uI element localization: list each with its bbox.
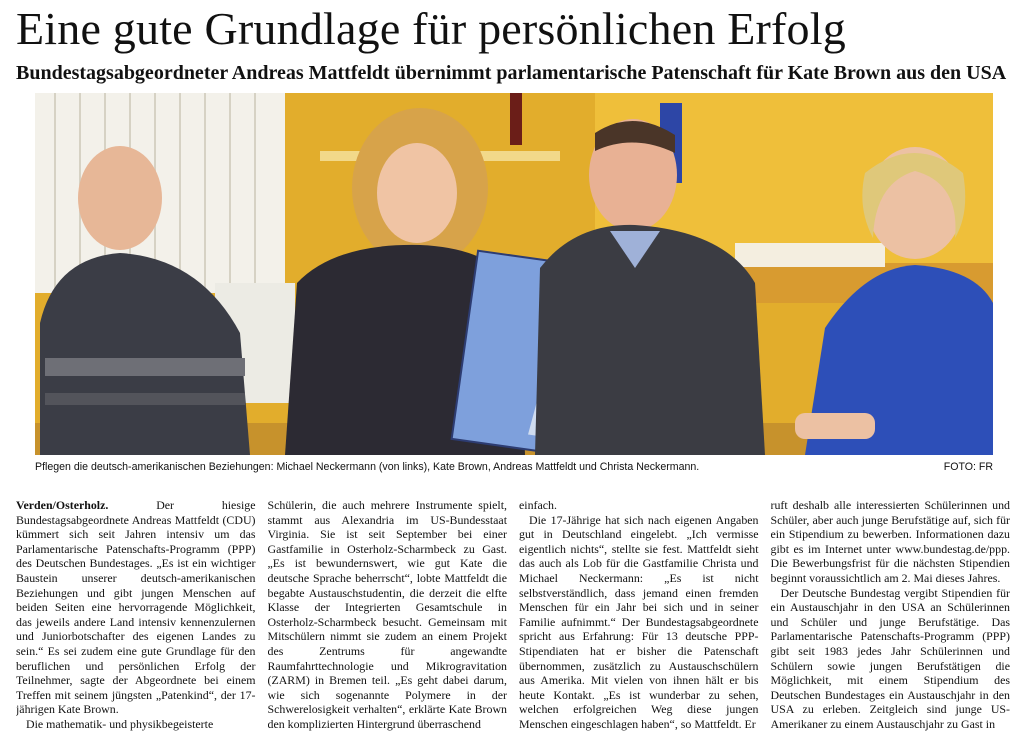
photo-credit: FOTO: FR xyxy=(943,461,993,473)
article-photo xyxy=(35,93,993,455)
paragraph-3: ruft deshalb alle interessierten Schülerinnen und Schüler, aber auch junge Berufstätige auf, sich für ein Stipendium zu bewerben. Informationen dazu gibt es im Internet unter www.bundestag.de/ppp. Die Bewerbungsfrist für die nächsten Stipendien beginnt voraussichtlich am 2. Mai dieses Jahres. xyxy=(770,498,1010,585)
paragraph-2: einfach. xyxy=(519,498,557,512)
column-4 xyxy=(771,498,1011,732)
subheadline: Bundestagsabgeordneter Andreas Mattfeldt übernimmt parlamentarische Patenschaft für Kate Brown aus den USA xyxy=(16,62,1007,84)
photo-illustration xyxy=(35,93,993,455)
paragraph-4: Der Deutsche Bundestag vergibt Stipendien für ein Austauschjahr in den USA an Schülerinnen und Schüler und junge Berufstätige. Das Parlamentarische Patenschafts-Programm (PPP) gibt seit 1983 jedes Jahr Schülerinnen und Schülern sowie jungen Berufstätigen die Möglichkeit, mit einem Stipendium des Deutschen Bundestages ein Austauschjahr in den USA zu erleben. Zeitgleich sind junge US-Amerikaner zu einem Austauschjahr zu Gast in xyxy=(770,585,1010,731)
column-3 xyxy=(519,498,759,732)
column-1 xyxy=(16,498,256,732)
paragraph-2: Die mathematik- und physikbegeisterte xyxy=(26,716,214,731)
article-body xyxy=(16,498,1010,732)
paragraph-1 xyxy=(16,498,256,717)
dateline: Verden/Osterholz. xyxy=(16,498,109,512)
headline: Eine gute Grundlage für persönlichen Erfolg xyxy=(16,3,846,54)
paragraph-3: Die 17-Jährige hat sich nach eigenen Angaben gut in Deutschland eingelebt. „Ich vermisse eigentlich nichts“, stellte sie fest. Mattfeldt sieht das auch als Lob für die Gastfamilie Christa und Michael Neckermann: „Es ist nicht selbstverständlich, dass jemand einen fremden Menschen für ein Jahr bei sich und in seiner Familie aufnimmt.“ Der Bundestagsabgeordnete spricht aus Erfahrung: Für 13 deutsche PPP-Stipendiaten hat er bisher die Patenschaft übernommen, zusätzlich zu Austauschschülern aus Amerika. Mit vielen von ihnen hält er bis heute Kontakt. „Es ist wunderbar zu sehen, welchen erfolgreichen Weg diese jungen Menschen eingeschlagen haben“, so Mattfeldt. Er xyxy=(519,512,759,731)
column-2 xyxy=(268,498,508,732)
paragraph-1-text: Der hiesige Bundestagsabgeordnete Andreas Mattfeldt (CDU) kümmert sich seit Jahren intensiv um das Parlamentarische Patenschafts-Programm (PPP) des Deutschen Bundestages. „Es ist ein wichtiger Baustein unserer deutsch-amerikanischen Beziehungen und gibt jungen Menschen auf beiden Seiten eine hervorragende Möglichkeit, das jeweils andere Land intensiv kennenzulernen und Juniorbotschafter des eigenen Landes zu sein.“ Es sei zudem eine gute Grundlage für den beruflichen und persönlichen Erfolg der Teilnehmer, sagte der Abgeordnete bei einem Treffen mit seinem jüngsten „Patenkind“, der 17-jährigen Kate Brown. xyxy=(16,498,256,717)
paragraph-2: Schülerin, die auch mehrere Instrumente spielt, stammt aus Alexandria im US-Bundesstaat Virginia. Sie ist seit September bei einer Gastfamilie in Osterholz-Scharmbeck zu Gast. „Es ist bewundernswert, wie gut Kate die deutsche Sprache beherrscht“, lobte Mattfeldt die begabte Austauschstudentin, die derzeit die elfte Klasse der Integrierten Gesamtschule in Osterholz-Scharmbeck besucht. Gemeinsam mit Mitschülern nimmt sie zudem an einem Projekt des Zentrums für angewandte Raumfahrttechnologie und Mikrogravitation (ZARM) in Bremen teil. „Es geht dabei darum, wie sich sogenannte Polymere in der Schwerelosigkeit verhalten“, erklärte Kate Brown den komplizierten Hintergrund überraschend xyxy=(267,498,507,731)
photo-caption: Pflegen die deutsch-amerikanischen Beziehungen: Michael Neckermann (von links), Kate Brown, Andreas Mattfeldt und Christa Neckermann. xyxy=(35,461,700,473)
